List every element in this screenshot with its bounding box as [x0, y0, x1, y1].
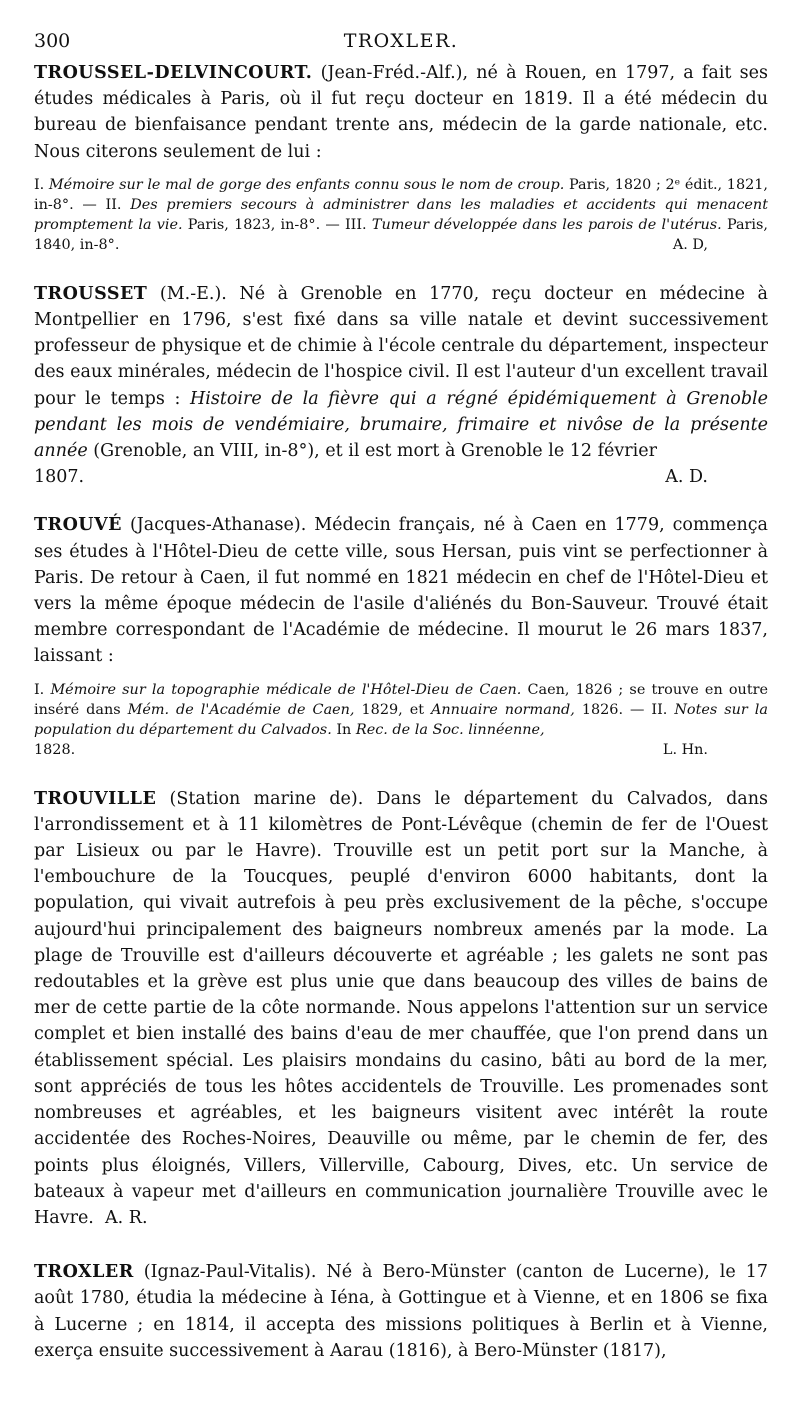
work-details: Paris, 1820 ; 2ᵉ édit., 1821, in-8°. — [34, 176, 768, 213]
entry-headword: TROXLER [34, 1262, 134, 1283]
bibliography [34, 175, 768, 255]
entry-text: (Jacques-Athanase). Médecin français, né à Caen en 1779, commença ses études à l'Hôtel-Dieu de cette ville, sous Hersan, puis vint se perfectionner à Paris. De retour à Caen, il fut nommé en 1821 médecin en chef de l'Hôtel-Dieu et vers la même époque médecin de l'asile d'aliénés du Bon-Sauveur. Trouvé était membre correspondant de l'Académie de médecine. Il mourut le 26 mars 1837, laissant : [34, 515, 768, 667]
entry-body [34, 60, 768, 165]
entry-text: 1807. [34, 467, 85, 488]
work-label: II. [651, 701, 675, 718]
entry-trouve [34, 512, 768, 759]
work-title: Mém. de l'Académie de Caen, [127, 701, 355, 718]
work-title: Des premiers secours à administrer dans les maladies et accidents qui menacent promptement la vie. [34, 196, 768, 233]
entry-headword: TROUVILLE [34, 788, 157, 809]
author-signature: L. Hn. [662, 741, 708, 758]
entry-trousset [34, 281, 768, 491]
entry-body [34, 786, 768, 1231]
entry-closing-line [34, 464, 768, 490]
work-title: Annuaire normand, [430, 701, 575, 718]
entry-body [34, 281, 768, 464]
work-title: Notes sur la population du département du Calvados. [34, 701, 768, 738]
entry-text: (Station marine de). Dans le département du Calvados, dans l'arrondissement et à 11 kilomètres de Pont-Lévêque (chemin de fer de l'Ouest par Lisieux ou par le Havre). Trouville est un petit port sur la Manche, à l'embouchure de la Toucques, peuplé d'environ 6000 habitants, dont la population, qui vivait autrefois à peu près exclusivement de la pêche, s'occupe aujourd'hui principalement des baigneurs nombreux amenés par la mode. La plage de Trouville est d'ailleurs découverte et agréable ; les galets ne sont pas redoutables et la grève est plus unie que dans beaucoup des villes de bains de mer de cette partie de la côte normande. Nous appelons l'attention sur un service complet et bien installé des bains d'eau de mer chauffée, que l'on prend dans un établissement spécial. Les plaisirs mondains du casino, bâti au bord de la mer, sont appréciés de tous les hôtes accidentels de Trouville. Les promenades sont nombreuses et agréables, et les baigneurs visitent avec intérêt la route accidentée des Roches-Noires, Deauville ou même, par le chemin de fer, des points plus éloignés, Villers, Villerville, Cabourg, Dives, etc. Un service de bateaux à vapeur met d'ailleurs en communication journalière Trouville avec le Havre. [34, 788, 768, 1228]
entry-troussel-delvincourt [34, 60, 768, 255]
work-details: Paris, 1840, in-8°. [34, 216, 768, 253]
work-label: I. [34, 681, 51, 698]
work-year: 1828. [34, 741, 76, 758]
author-signature: A. D, [672, 236, 708, 253]
page-number: 300 [34, 30, 71, 52]
running-title: TROXLER. [343, 30, 459, 52]
work-details: Caen, 1826 ; se trouve en outre inséré dans [34, 681, 768, 718]
work-label: I. [34, 176, 49, 193]
entry-trouville [34, 786, 768, 1231]
entry-headword: TROUVÉ [34, 515, 122, 536]
work-details: Paris, 1823, in-8°. — [182, 216, 345, 233]
work-title: Histoire de la fièvre qui a régné épidémiquement à Grenoble pendant les mois de vendémiaire, brumaire, frimaire et nivôse de la présente année [34, 388, 768, 462]
work-title: Mémoire sur le mal de gorge des enfants connu sous le nom de croup. [48, 176, 565, 193]
entry-text: (Jean-Fréd.-Alf.), né à Rouen, en 1797, a fait ses études médicales à Paris, où il fut reçu docteur en 1819. Il a été médecin du bureau de bienfaisance pendant trente ans, médecin de la garde nationale, etc. Nous citerons seulement de lui : [34, 63, 768, 162]
bibliography-closing-line [34, 740, 768, 760]
author-signature: A. R. [105, 1207, 148, 1228]
author-signature: A. D. [665, 467, 708, 488]
document-page [34, 30, 768, 1364]
entry-text: (Grenoble, an VIII, in-8°), et il est mort à Grenoble le 12 février [87, 441, 657, 462]
work-details: 1829, et [354, 701, 431, 718]
work-details: 1826. — [574, 701, 652, 718]
work-title: Tumeur développée dans les parois de l'utérus. [371, 216, 722, 233]
bibliography [34, 680, 768, 740]
entry-troxler [34, 1259, 768, 1364]
entry-headword: TROUSSEL-DELVINCOURT. [34, 63, 313, 83]
entry-body [34, 1259, 768, 1364]
entry-headword: TROUSSET [34, 283, 148, 304]
entry-text: (Ignaz-Paul-Vitalis). Né à Bero-Münster (canton de Lucerne), le 17 août 1780, étudia la médecine à Iéna, à Gottingue et à Vienne, et en 1806 se fixa à Lucerne ; en 1814, il accepta des missions politiques à Berlin et à Vienne, exerça ensuite successivement à Aarau (1816), à Bero-Münster (1817), [34, 1262, 768, 1361]
page-header [34, 30, 768, 60]
entry-text: (M.-E.). Né à Grenoble en 1770, reçu docteur en médecine à Montpellier en 1796, s'est fixé dans sa ville natale et devint successivement professeur de physique et de chimie à l'école centrale du département, inspecteur des eaux minérales, médecin de l'hospice civil. Il est l'auteur d'un excellent travail pour le temps : [34, 283, 768, 409]
work-details: In [331, 721, 356, 738]
work-label: II. [105, 196, 131, 213]
work-title: Mémoire sur la topographie médicale de l'Hôtel-Dieu de Caen. [50, 681, 522, 698]
work-label: III. [345, 216, 372, 233]
entry-body [34, 512, 768, 669]
work-title: Rec. de la Soc. linnéenne, [355, 721, 545, 738]
